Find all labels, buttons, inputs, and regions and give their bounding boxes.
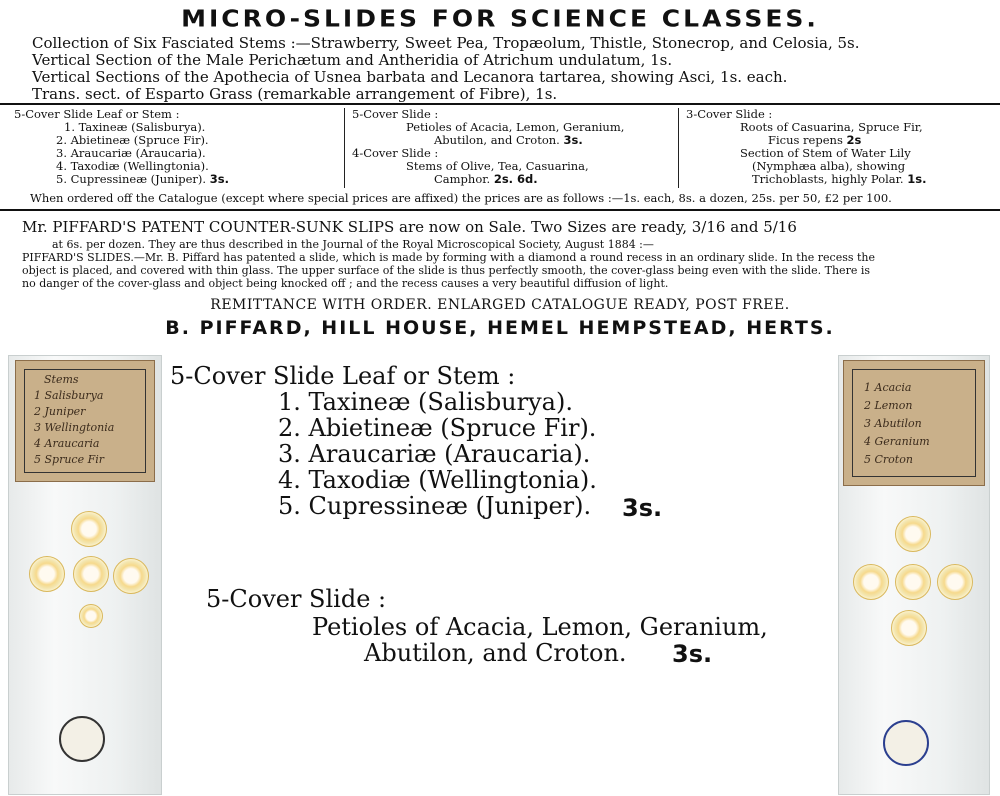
top-divider [0,103,1000,105]
monogram-logo [59,716,105,762]
column-3 [686,108,926,186]
enlarged-item: 2. Abietineæ (Spruce Fir). [278,414,597,442]
specimen-cell [29,556,65,592]
price: 2s. 6d. [493,172,538,186]
remittance-line: REMITTANCE WITH ORDER. ENLARGED CATALOGUE READY, POST FREE. [210,297,790,313]
list-item-text: Abutilon, and Croton. [434,133,560,147]
column-2 [352,108,624,186]
list-item-text: Ficus repens [768,133,843,147]
enlarged-item: 4. Taxodiæ (Wellingtonia). [278,466,597,494]
list-item [352,173,624,186]
label-line: 1 Salisburya [34,389,104,402]
specimen-cell [937,564,973,600]
enlarged-item: 3. Araucariæ (Araucaria). [278,440,591,468]
label-line: Stems [44,373,79,386]
list-item-text: 5. Cupressineæ (Juniper). [56,172,207,186]
right-slide [838,355,990,795]
specimen-cell [79,604,103,628]
label-line: 4 Geranium [864,435,930,448]
enlarged-item: Petioles of Acacia, Lemon, Geranium, [312,613,768,641]
list-item: Stems of Olive, Tea, Casuarina, [406,159,589,173]
label-line: 5 Croton [864,453,913,466]
monogram-logo [883,720,929,766]
column-divider [344,108,345,188]
label-line: 5 Spruce Fir [34,453,104,466]
column-1-heading: 5-Cover Slide Leaf or Stem : [14,107,180,121]
label-line: 2 Juniper [34,405,86,418]
patent-line-2: PIFFARD'S SLIDES.—Mr. B. Piffard has patented a slide, which is made by forming with a diamond a round recess in an ordinary slide. In the recess the [22,251,876,264]
list-item: 4. Taxodiæ (Wellingtonia). [56,159,209,173]
specimen-cell [895,564,931,600]
slide-label [843,360,985,486]
patent-line-3: object is placed, and covered with thin glass. The upper surface of the slide is thus perfectly smooth, the cover-glass being even with the slide. There is [22,264,870,277]
specimen-cell [71,511,107,547]
list-item-text: Trichoblasts, highly Polar. [752,172,904,186]
list-item: 1. Taxineæ (Salisburya). [64,120,206,134]
price: 3s. [209,172,229,186]
specimen-cell [895,516,931,552]
price: 1s. [907,172,927,186]
label-line: 1 Acacia [864,381,912,394]
enlarged-item: Abutilon, and Croton. [364,639,627,667]
catalogue-note: When ordered off the Catalogue (except where special prices are affixed) the prices are as follows :—1s. each, 8s. a dozen, 25s. per 50, £2 per 100. [30,191,892,205]
enlarged-item: 1. Taxineæ (Salisburya). [278,388,573,416]
specimen-cell [853,564,889,600]
enlarged-heading-2: 5-Cover Slide : [206,585,387,613]
header-line-3: Vertical Sections of the Apothecia of Usnea barbata and Lecanora tartarea, showing Asci, 1s. each. [32,68,788,86]
list-item: 3. Araucariæ (Araucaria). [56,146,206,160]
list-item: Section of Stem of Water Lily [740,146,911,160]
list-item: 2. Abietineæ (Spruce Fir). [56,133,209,147]
column-3-heading: 3-Cover Slide : [686,107,773,121]
header-line-4: Trans. sect. of Esparto Grass (remarkable arrangement of Fibre), 1s. [32,85,558,103]
patent-line-1: at 6s. per dozen. They are thus described in the Journal of the Royal Microscopical Society, August 1884 :— [52,238,654,251]
specimen-cell [891,610,927,646]
list-item [14,173,229,186]
list-item [686,173,926,186]
specimen-cell [73,556,109,592]
price: 2s [846,133,862,147]
column-2-heading: 5-Cover Slide : [352,107,439,121]
page-title: MICRO-SLIDES FOR SCIENCE CLASSES. [181,5,819,32]
label-line: 3 Wellingtonia [34,421,115,434]
left-slide [8,355,162,795]
header-line-2: Vertical Section of the Male Perichætum and Antheridia of Atrichum undulatum, 1s. [32,51,673,69]
patent-line-4: no danger of the cover-glass and object being knocked off ; and the recess causes a very beautiful diffusion of light. [22,277,669,290]
list-item-text: Camphor. [434,172,491,186]
label-line: 3 Abutilon [864,417,922,430]
specimen-cell [113,558,149,594]
enlarged-heading-1: 5-Cover Slide Leaf or Stem : [170,362,516,390]
slide-label [15,360,155,482]
list-item: Petioles of Acacia, Lemon, Geranium, [406,120,625,134]
enlarged-item: 5. Cupressineæ (Juniper). [278,492,592,520]
enlarged-price-1: 3s. [622,494,663,522]
enlarged-price-2: 3s. [672,640,713,668]
column-2-heading-2: 4-Cover Slide : [352,146,439,160]
mid-divider [0,209,1000,211]
column-1 [14,108,229,186]
header-line-1: Collection of Six Fasciated Stems :—Strawberry, Sweet Pea, Tropæolum, Thistle, Stonecrop, and Celosia, 5s. [32,34,860,52]
patent-heading: Mr. PIFFARD'S PATENT COUNTER-SUNK SLIPS are now on Sale. Two Sizes are ready, 3/16 and 5/16 [22,218,797,236]
list-item: Roots of Casuarina, Spruce Fir, [740,120,923,134]
list-item: (Nymphæa alba), showing [752,159,906,173]
label-line: 2 Lemon [864,399,913,412]
column-divider [678,108,679,188]
price: 3s. [563,133,583,147]
address-line: B. PIFFARD, HILL HOUSE, HEMEL HEMPSTEAD, HERTS. [165,317,835,339]
label-line: 4 Araucaria [34,437,100,450]
